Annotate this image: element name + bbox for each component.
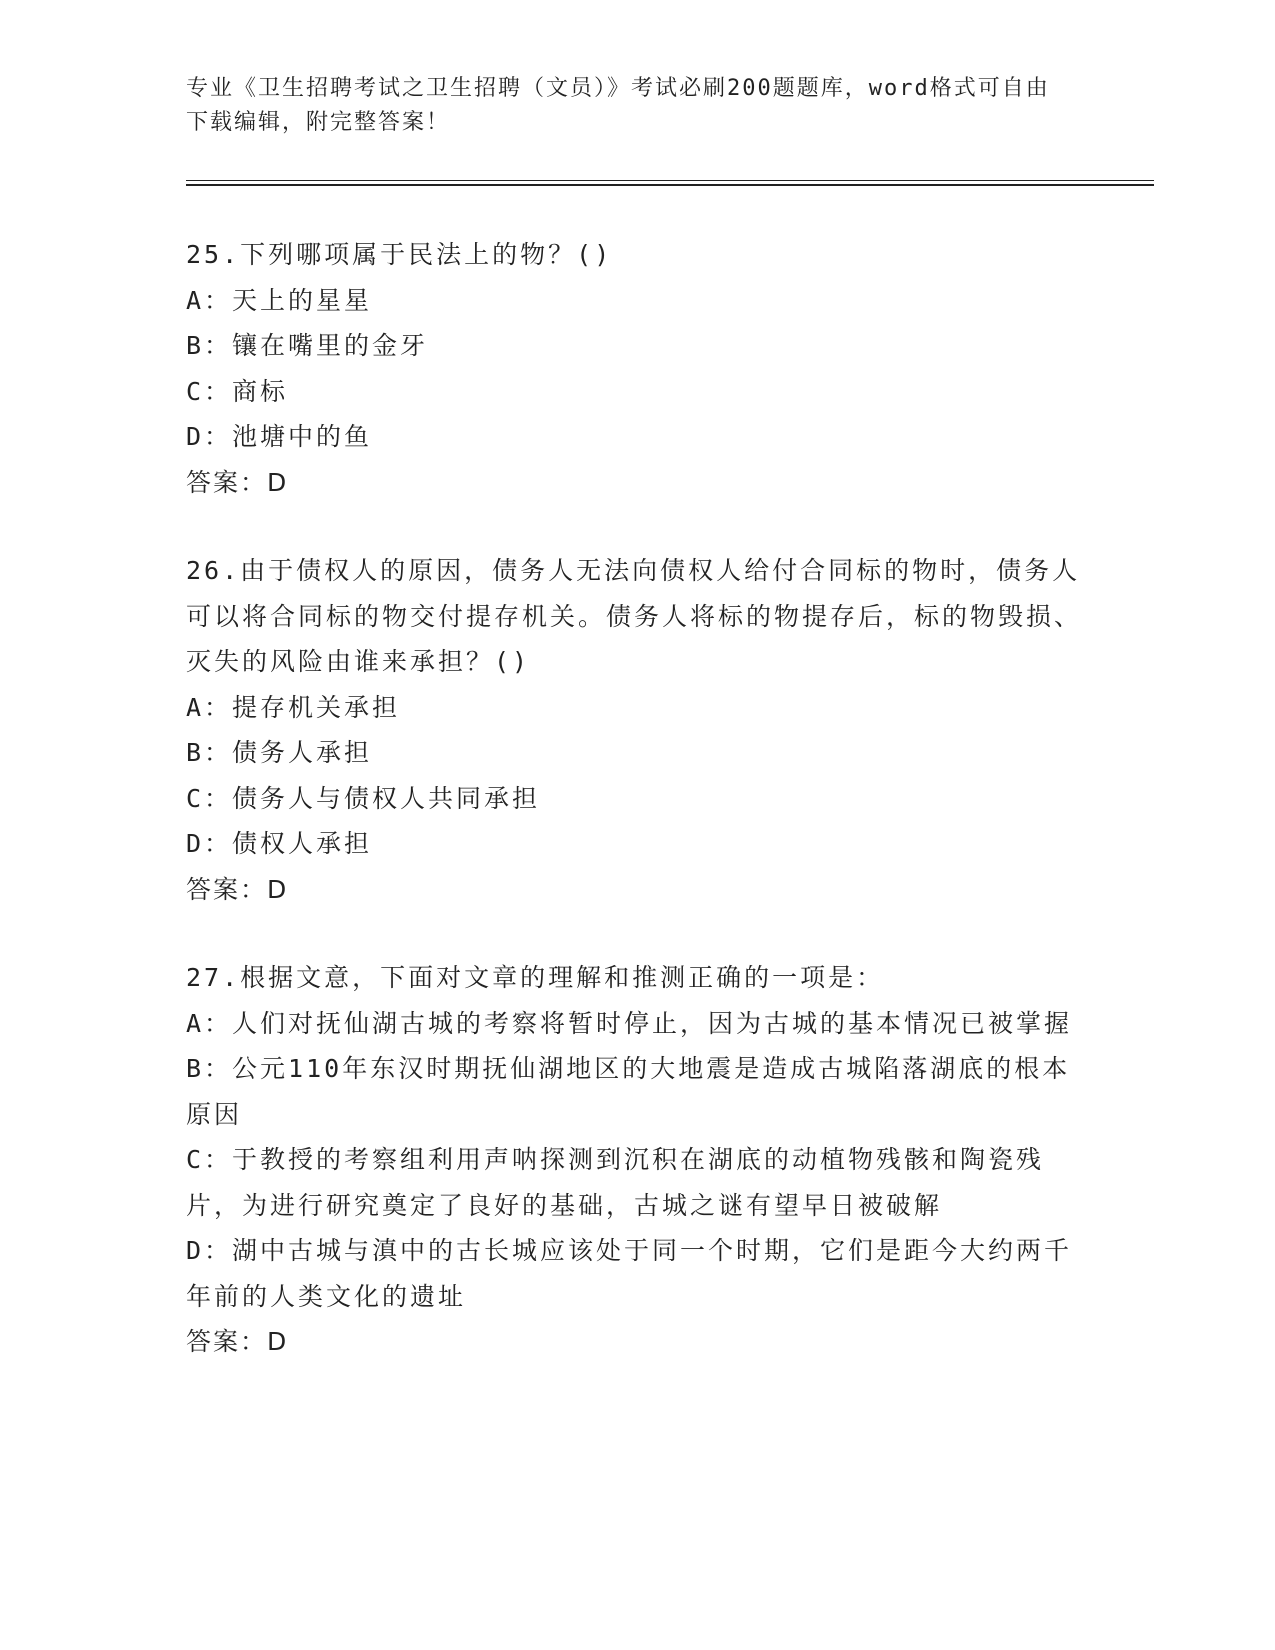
header-divider-thick — [186, 184, 1154, 186]
option-c: C：债务人与债权人共同承担 — [186, 783, 541, 813]
question-text: 26.由于债权人的原因，债务人无法向债权人给付合同标的物时，债务人可以将合同标的物交付提存机关。债务人将标的物提存后，标的物毁损、灭失的风险由谁来承担？() — [186, 556, 1083, 676]
question-26 — [186, 548, 1086, 912]
option-a: A：人们对抚仙湖古城的考察将暂时停止，因为古城的基本情况已被掌握 — [186, 1008, 1073, 1038]
question-text: 25.下列哪项属于民法上的物？() — [186, 240, 613, 269]
question-text: 27.根据文意，下面对文章的理解和推测正确的一项是： — [186, 963, 885, 992]
answer: 答案：D — [186, 1327, 289, 1356]
option-a: A：提存机关承担 — [186, 692, 401, 722]
question-25 — [186, 232, 1086, 505]
answer: 答案：D — [186, 874, 289, 904]
option-b: B：镶在嘴里的金牙 — [186, 331, 429, 360]
option-b: B：公元110年东汉时期抚仙湖地区的大地震是造成古城陷落湖底的根本原因 — [186, 1054, 1071, 1129]
question-list — [186, 232, 1086, 1408]
header-divider-thin — [186, 180, 1154, 181]
option-c: C：于教授的考察组利用声呐探测到沉积在湖底的动植物残骸和陶瓷残片，为进行研究奠定了良好的基础，古城之谜有望早日被破解 — [186, 1145, 1045, 1220]
question-27 — [186, 955, 1086, 1365]
option-c: C：商标 — [186, 376, 289, 406]
option-d: D：债权人承担 — [186, 829, 373, 858]
document-header: 专业《卫生招聘考试之卫生招聘（文员）》考试必刷200题题库，word格式可自由下载编辑，附完整答案！ — [186, 76, 1050, 135]
option-a: A：天上的星星 — [186, 285, 373, 315]
option-d: D：湖中古城与滇中的古长城应该处于同一个时期，它们是距今大约两千年前的人类文化的遗址 — [186, 1236, 1073, 1311]
option-d: D：池塘中的鱼 — [186, 422, 373, 451]
option-b: B：债务人承担 — [186, 738, 373, 767]
answer: 答案：D — [186, 467, 289, 497]
